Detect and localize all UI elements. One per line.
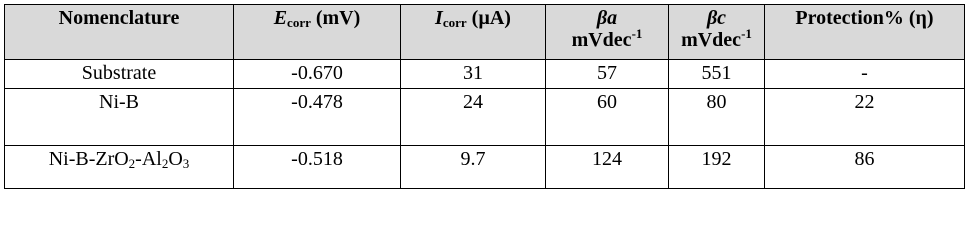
table-header: [5, 5, 965, 60]
table-row: [5, 89, 965, 146]
header-beta-c-exponent: -1: [741, 26, 752, 41]
formula-part: O: [168, 148, 183, 170]
header-icorr-subscript: corr: [442, 15, 467, 30]
header-nomenclature-label: Nomenclature: [58, 7, 180, 29]
cell-icorr: 31: [401, 60, 546, 89]
formula-subscript: 2: [128, 156, 136, 171]
header-beta-a-exponent: -1: [631, 26, 643, 41]
header-icorr-unit: (µA): [466, 7, 511, 29]
corrosion-parameters-table: [4, 4, 965, 189]
header-icorr: [401, 5, 546, 60]
cell-ecorr: -0.670: [234, 60, 401, 89]
header-nomenclature: [5, 5, 234, 60]
cell-beta-a: 57: [546, 60, 669, 89]
cell-icorr: 24: [401, 89, 546, 146]
header-beta-a-symbol: βa: [596, 7, 618, 29]
header-beta-c-unit: mVdec: [681, 29, 742, 51]
cell-protection: 22: [765, 89, 965, 146]
cell-nomenclature: Ni-B: [5, 89, 234, 146]
header-ecorr-symbol: E: [273, 7, 288, 29]
formula-subscript: 2: [161, 156, 169, 171]
cell-beta-c: 551: [669, 60, 765, 89]
formula-part: -Al: [135, 148, 162, 170]
cell-protection: -: [765, 60, 965, 89]
table-row: [5, 146, 965, 189]
cell-beta-c: 80: [669, 89, 765, 146]
header-beta-c: [669, 5, 765, 60]
cell-ecorr: -0.478: [234, 89, 401, 146]
header-protection: [765, 5, 965, 60]
cell-beta-a: 124: [546, 146, 669, 189]
header-beta-a: [546, 5, 669, 60]
header-ecorr: [234, 5, 401, 60]
header-row: [5, 5, 965, 60]
header-beta-a-unit: mVdec: [571, 29, 632, 51]
table-body: [5, 60, 965, 189]
cell-icorr: 9.7: [401, 146, 546, 189]
table-row: [5, 60, 965, 89]
header-protection-label: Protection% (η): [795, 7, 934, 29]
formula-part: Ni-B-ZrO: [48, 148, 129, 170]
header-icorr-symbol: I: [435, 7, 443, 29]
cell-beta-c: 192: [669, 146, 765, 189]
cell-beta-a: 60: [546, 89, 669, 146]
cell-nomenclature: Substrate: [5, 60, 234, 89]
header-ecorr-unit: (mV): [310, 7, 361, 29]
header-beta-c-symbol: βc: [706, 7, 727, 29]
cell-protection: 86: [765, 146, 965, 189]
cell-nomenclature: [5, 146, 234, 189]
formula-subscript: 3: [182, 156, 190, 171]
header-ecorr-subscript: corr: [287, 15, 311, 30]
cell-ecorr: -0.518: [234, 146, 401, 189]
